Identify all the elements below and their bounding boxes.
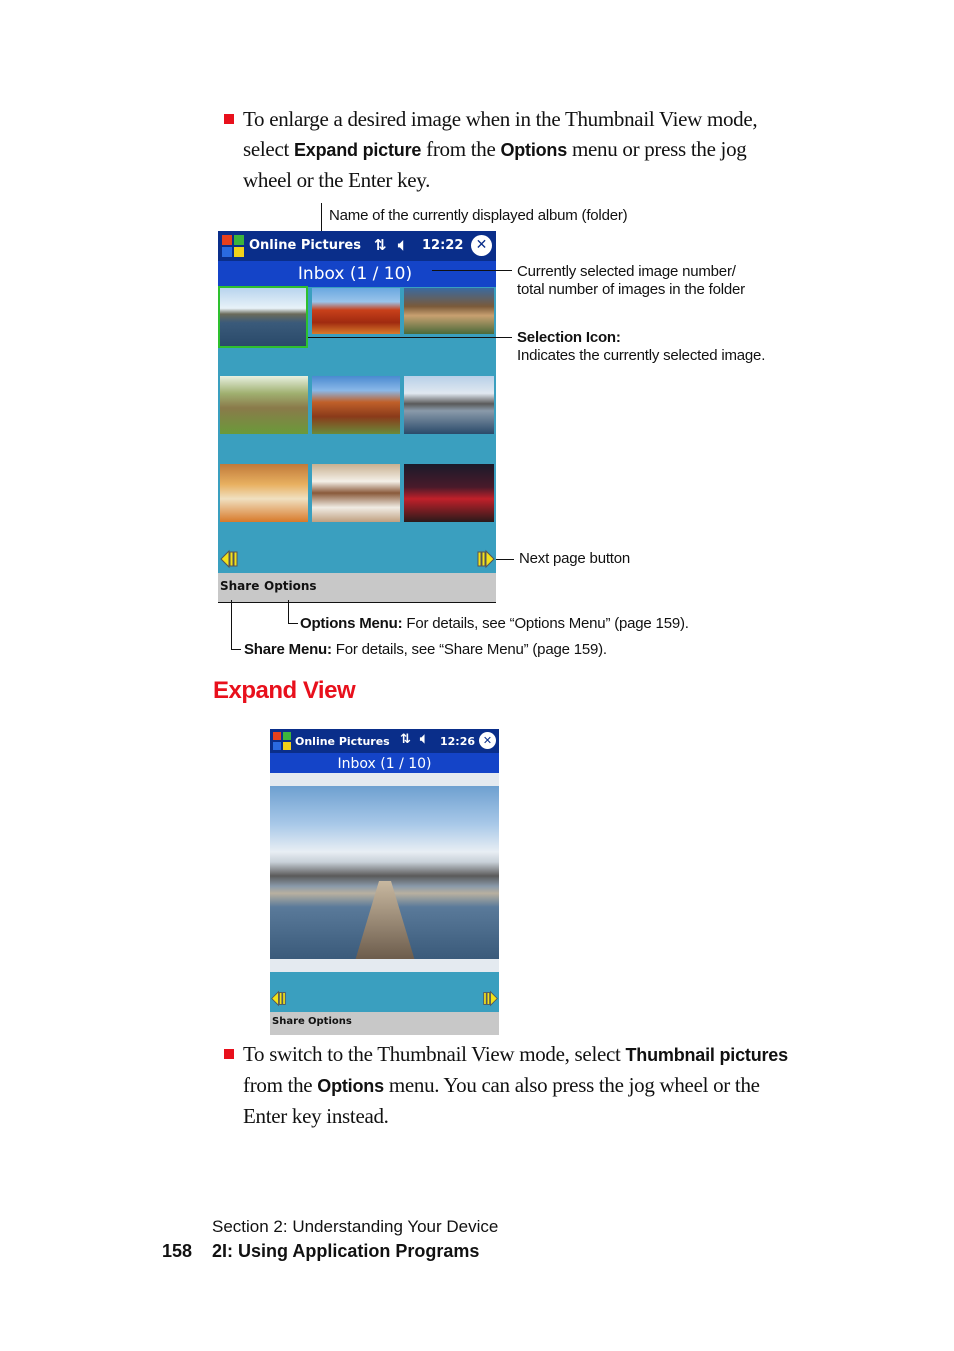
callout-selection-icon: Selection Icon: Indicates the currently selected image.	[517, 329, 766, 364]
callout-line-share-v	[231, 600, 232, 650]
options-menu[interactable]: Options	[264, 579, 317, 593]
speaker-icon[interactable]: 🔈︎	[398, 235, 408, 254]
callout-line-share-h	[231, 649, 241, 650]
section-heading: Expand View	[213, 677, 356, 704]
expand-view-spacer	[270, 773, 499, 786]
callout-next-page: Next page button	[519, 550, 631, 567]
expand-view-spacer-bottom	[270, 959, 499, 972]
album-bar	[218, 261, 496, 287]
thumbnail-6-buildings[interactable]	[404, 376, 494, 434]
thumbnail-3-kangaroo[interactable]	[404, 288, 494, 334]
next-page-icon[interactable]	[476, 549, 496, 569]
windows-start-icon[interactable]	[222, 235, 244, 257]
options-menu-2[interactable]: Options	[308, 1016, 352, 1027]
previous-page-icon[interactable]	[219, 549, 239, 569]
bullet-icon	[224, 114, 234, 124]
clock-time[interactable]: 12:22	[422, 238, 464, 253]
next-page-icon-2[interactable]	[482, 990, 499, 1007]
connectivity-icon[interactable]: ⇅	[374, 236, 387, 254]
share-menu-2[interactable]: Share	[272, 1016, 305, 1027]
thumbnail-9-guitar[interactable]	[404, 464, 494, 522]
callout-line-selection	[308, 337, 512, 338]
menu-bar-2	[270, 1012, 499, 1035]
connectivity-icon-2[interactable]: ⇅	[400, 732, 411, 747]
share-menu[interactable]: Share	[220, 579, 260, 593]
callout-options-menu: Options Menu: For details, see “Options Menu” (page 159).	[300, 615, 689, 632]
callout-image-number: Currently selected image number/ total number of images in the folder	[517, 263, 745, 298]
menu-bar	[218, 573, 496, 602]
intro-paragraph: To enlarge a desired image when in the Thumbnail View mode, select Expand picture from the Options menu or press the jog wheel or the Enter key.	[243, 107, 758, 192]
callout-line-image-number	[432, 270, 512, 271]
close-icon-2[interactable]: ✕	[479, 732, 496, 749]
expand-view-screen	[270, 729, 499, 1035]
album-label: Inbox (1 / 10)	[297, 264, 413, 284]
bullet-icon-2	[224, 1049, 234, 1059]
speaker-icon-2[interactable]: 🔈︎	[420, 731, 429, 747]
selection-frame	[218, 286, 308, 348]
callout-line-options-v	[288, 600, 289, 624]
app-title-2: Online Pictures	[295, 735, 390, 748]
thumbnail-8-coffee[interactable]	[312, 464, 400, 522]
thumbnail-7-food[interactable]	[220, 464, 308, 522]
windows-start-icon-2[interactable]	[273, 732, 291, 750]
album-label-2: Inbox (1 / 10)	[337, 756, 432, 772]
footer-chapter: 2I: Using Application Programs	[212, 1241, 480, 1261]
thumbnail-5-rock[interactable]	[312, 376, 400, 434]
jetty-boardwalk	[355, 881, 415, 959]
callout-album-name: Name of the currently displayed album (folder)	[329, 207, 628, 224]
previous-page-icon-2[interactable]	[270, 990, 287, 1007]
title-bar	[218, 231, 496, 261]
outro-paragraph: To switch to the Thumbnail View mode, select Thumbnail pictures from the Options menu. You can also press the jog wheel or the Enter key instead.	[243, 1042, 788, 1128]
callout-line-next-page	[496, 559, 514, 560]
close-icon[interactable]: ✕	[471, 235, 492, 256]
thumbnail-view-screen	[218, 231, 496, 602]
callout-share-menu: Share Menu: For details, see “Share Menu” (page 159).	[244, 641, 607, 658]
clock-time-2[interactable]: 12:26	[440, 735, 476, 748]
screen1-bottom-border	[218, 602, 496, 603]
album-bar-2	[270, 753, 499, 773]
app-title: Online Pictures	[249, 238, 361, 253]
footer-section: Section 2: Understanding Your Device	[212, 1217, 499, 1236]
expanded-picture-jetty[interactable]	[270, 786, 499, 959]
title-bar-2	[270, 729, 499, 753]
callout-line-options-h	[288, 623, 298, 624]
footer-page-number: 158	[162, 1241, 193, 1261]
thumbnail-4-kangaroos[interactable]	[220, 376, 308, 434]
thumbnail-2-red-rock[interactable]	[312, 288, 400, 334]
